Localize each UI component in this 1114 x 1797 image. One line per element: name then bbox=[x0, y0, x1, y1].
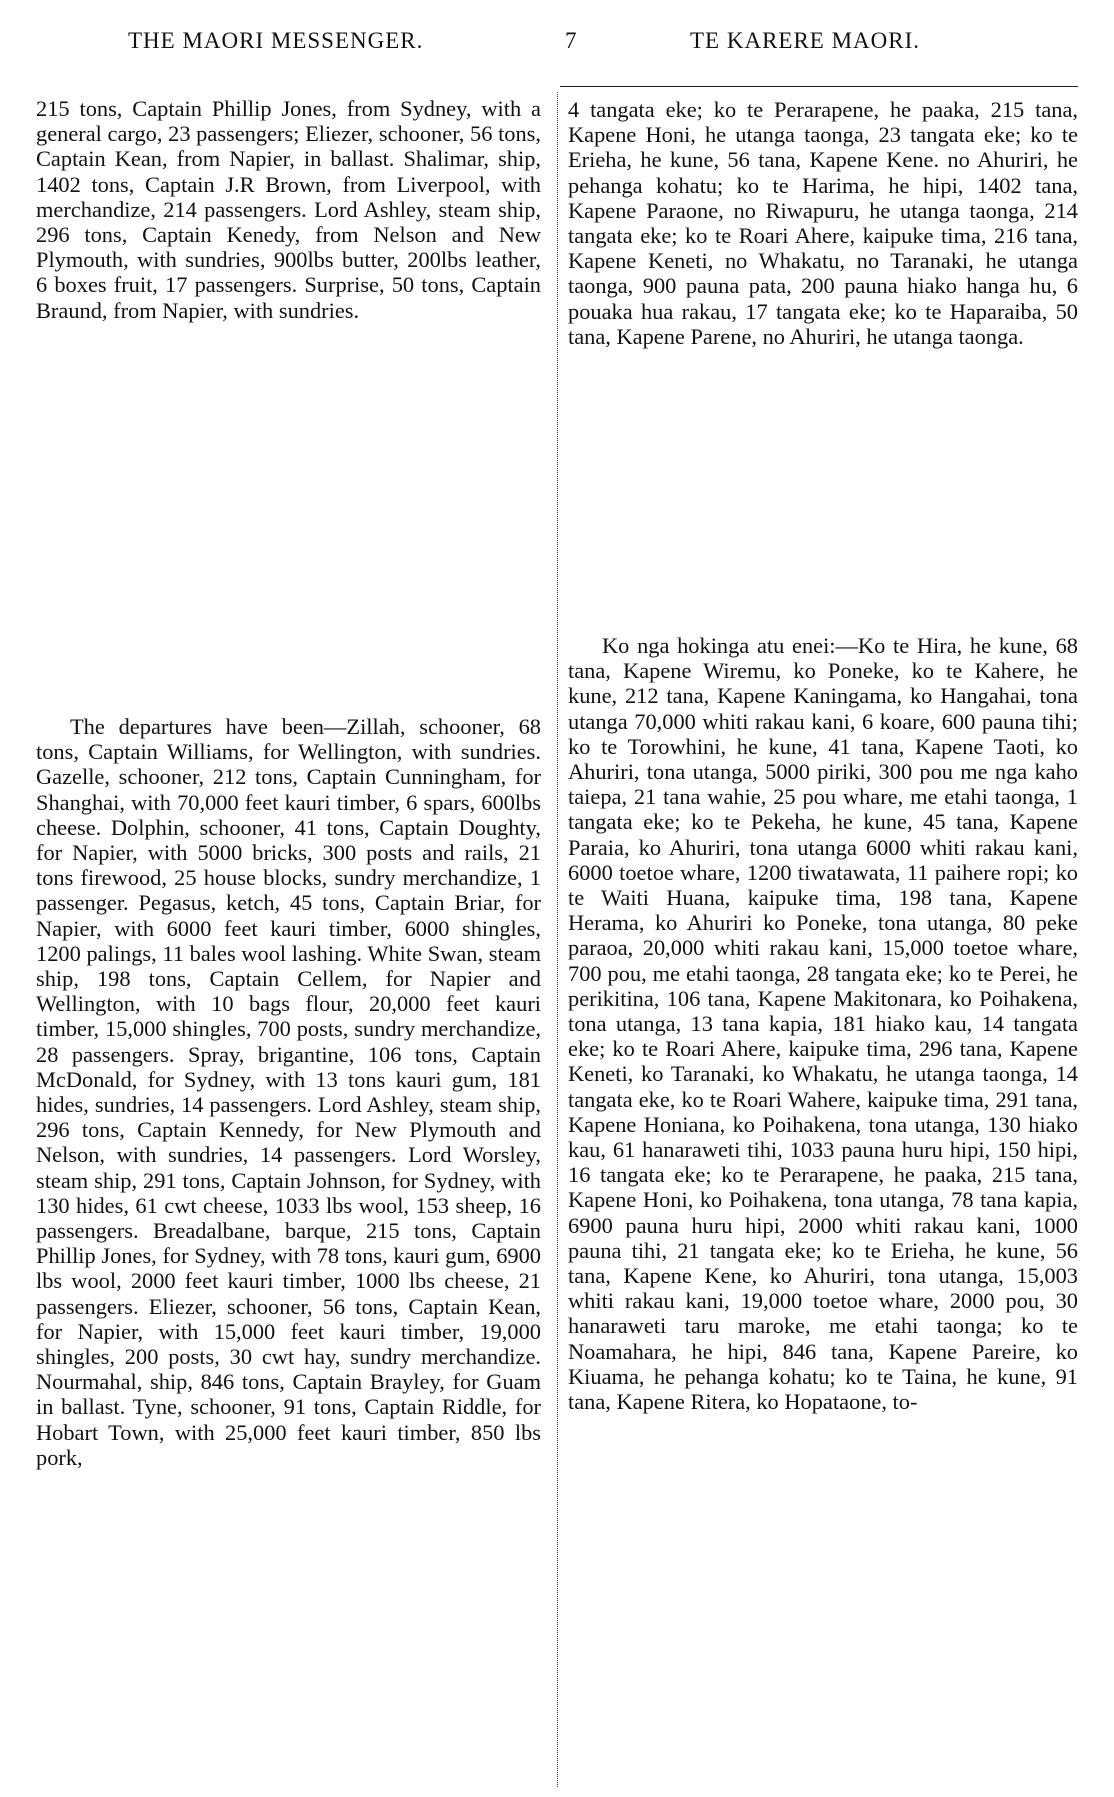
english-masthead: THE MAORI MESSENGER. bbox=[128, 28, 424, 53]
column-divider bbox=[557, 92, 558, 1787]
maori-departures-column bbox=[568, 633, 1078, 1414]
english-arrivals-text: 215 tons, Captain Phillip Jones, from Sydney, with a general cargo, 23 passengers; Eliezer, schooner, 56 tons, Captain Kean, from Napier, in ballast. Shalimar, ship, 1402 tons, Captain J.R Brown, from Liverpool, with merchandize, 214 passengers. Lord Ashley, steam ship, 296 tons, Captain Kenedy, from Nelson and New Plymouth, with sundries, 900lbs butter, 200lbs leather, 6 boxes fruit, 17 passengers. Surprise, 50 tons, Captain Braund, from Napier, with sundries. bbox=[36, 96, 541, 323]
page-header bbox=[0, 28, 1114, 68]
maori-departures-text: Ko nga hokinga atu enei:—Ko te Hira, he kune, 68 tana, Kapene Wiremu, ko Poneke, ko te Kahere, he kune, 212 tana, Kapene Kaningama, ko Hangahai, tona utanga 70,000 whiti rakau kani, 6 koare, 600 pauna tihi; ko te Torowhini, he kune, 41 tana, Kapene Taoti, ko Ahuriri, tona utanga, 5000 piriki, 300 pou me nga kaho taiepa, 21 tana wahie, 25 pou whare, me etahi taonga, 1 tangata eke; ko te Pekeha, he kune, 45 tana, Kapene Paraia, ko Ahuriri, tona utanga 6000 whiti rakau kani, 6000 toetoe whare, 1200 tiwatawata, 11 paihere ropi; ko te Waiti Huana, kaipuke tima, 198 tana, Kapene Herama, ko Ahuriri ko Poneke, tona utanga, 80 peke paraoa, 20,000 whiti rakau kani, 15,000 toetoe whare, 700 pou, me etahi taonga, 28 tangata eke; ko te Perei, he perikitina, 106 tana, Kapene Makitonara, ko Poihakena, tona utanga, 13 tana kapia, 181 hiako kau, 14 tangata eke; ko te Roari Ahere, kaipuke tima, 296 tana, Kapene Keneti, ko Taranaki, ko Whakatu, he utanga taonga, 14 tangata eke, ko te Roari Wahere, kaipuke tima, 291 tana, Kapene Honiana, ko Poihakena, tona utanga, 130 hiako kau, 61 hanaraweti tihi, 1033 pauna huru hipi, 150 hipi, 16 tangata eke; ko te Perarapene, he paaka, 215 tana, Kapene Honi, ko Poihakena, tona utanga, 78 tana kapia, 6900 pauna huru hipi, 2000 whiti rakau kani, 1000 pauna tihi, 21 tangata eke; ko te Erieha, he kune, 56 tana, Kapene Kene, ko Ahuriri, tona utanga, 15,003 whiti rakau kani, 19,000 toetoe whare, 2000 pou, 30 hanaraweti taru maroke, me etahi taonga; ko te Noamahara, he hipi, 846 tana, Kapene Pareire, ko Kiuama, he pehanga kohatu; ko te Taina, he kune, 91 tana, Kapene Ritera, ko Hopataone, to- bbox=[568, 633, 1078, 1415]
maori-masthead: TE KARERE MAORI. bbox=[690, 28, 921, 53]
english-departures-column bbox=[36, 714, 541, 1470]
english-arrivals-column bbox=[36, 96, 541, 323]
maori-arrivals-text: 4 tangata eke; ko te Perarapene, he paaka, 215 tana, Kapene Honi, he utanga taonga, 23 tangata eke; ko te Erieha, he kune, 56 tana, Kapene Kene. no Ahuriri, he pehanga kohatu; ko te Harima, he hipi, 1402 tana, Kapene Paraone, no Riwapuru, he utanga taonga, 214 tangata eke; ko te Roari Ahere, kaipuke tima, 216 tana, Kapene Keneti, no Whakatu, no Taranaki, he utanga taonga, 900 pauna pata, 200 pauna hiako hanga hu, 6 pouaka hua rakau, 17 tangata eke; ko te Haparaiba, 50 tana, Kapene Parene, no Ahuriri, he utanga taonga. bbox=[568, 97, 1078, 349]
page-number: 7 bbox=[565, 28, 578, 53]
header-rule bbox=[560, 86, 1078, 87]
english-departures-text: The departures have been—Zillah, schooner, 68 tons, Captain Williams, for Wellington, with sundries. Gazelle, schooner, 212 tons, Captain Cunningham, for Shanghai, with 70,000 feet kauri timber, 6 spars, 600lbs cheese. Dolphin, schooner, 41 tons, Captain Doughty, for Napier, with 5000 bricks, 300 posts and rails, 21 tons firewood, 25 house blocks, sundry merchandize, 1 passenger. Pegasus, ketch, 45 tons, Captain Briar, for Napier, with 6000 feet kauri timber, 6000 shingles, 1200 palings, 11 bales wool lashing. White Swan, steam ship, 198 tons, Captain Cellem, for Napier and Wellington, with 10 bags flour, 20,000 feet kauri timber, 15,000 shingles, 700 posts, sundry merchandize, 28 passengers. Spray, brigantine, 106 tons, Captain McDonald, for Sydney, with 13 tons kauri gum, 181 hides, sundries, 14 passengers. Lord Ashley, steam ship, 296 tons, Captain Kennedy, for New Plymouth and Nelson, with sundries, 14 passengers. Lord Worsley, steam ship, 291 tons, Captain Johnson, for Sydney, with 130 hides, 61 cwt cheese, 1033 lbs wool, 153 sheep, 16 passengers. Breadalbane, barque, 215 tons, Captain Phillip Jones, for Sydney, with 78 tons, kauri gum, 6900 lbs wool, 2000 feet kauri timber, 1000 lbs cheese, 21 passengers. Eliezer, schooner, 56 tons, Captain Kean, for Napier, with 15,000 feet kauri timber, 19,000 shingles, 200 posts, 30 cwt hay, sundry merchandize. Nourmahal, ship, 846 tons, Captain Brayley, for Guam in ballast. Tyne, schooner, 91 tons, Captain Riddle, for Hobart Town, with 25,000 feet kauri timber, 850 lbs pork, bbox=[36, 714, 541, 1470]
maori-arrivals-column bbox=[568, 97, 1078, 349]
